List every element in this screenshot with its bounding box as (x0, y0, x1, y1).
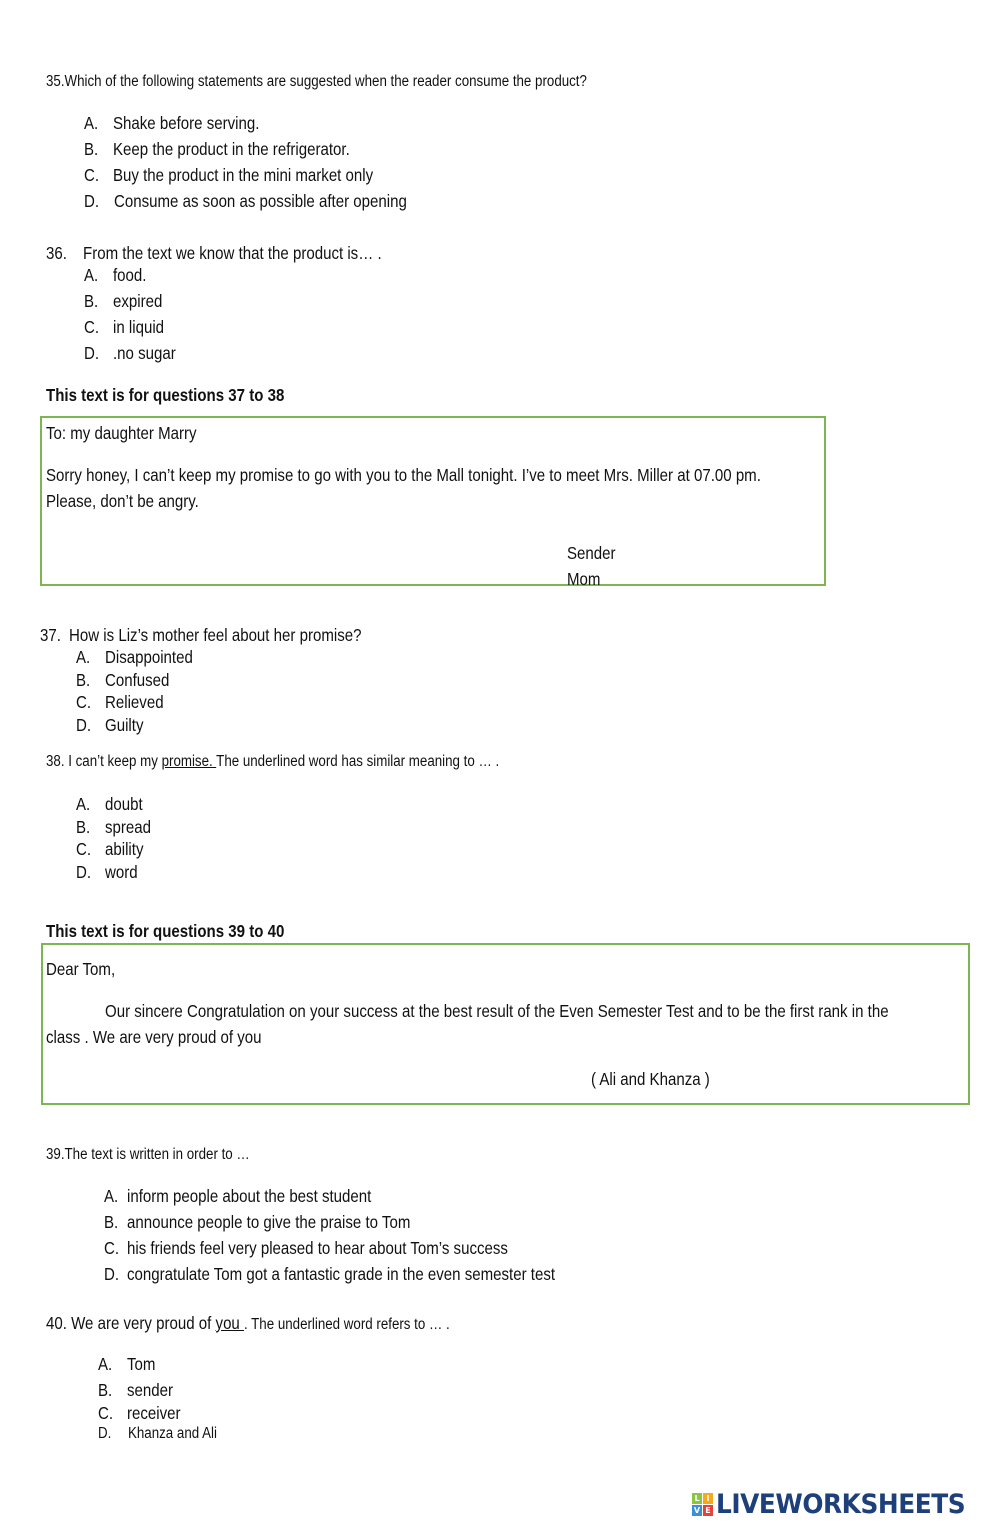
option-text: Confused (105, 670, 170, 690)
note-to: To: my daughter Marry (46, 423, 197, 443)
option-text: sender (127, 1380, 174, 1400)
option-text: Keep the product in the refrigerator. (113, 139, 350, 159)
option-letter: D. (104, 1264, 120, 1284)
option-text: receiver (127, 1403, 181, 1423)
option-text: doubt (105, 794, 143, 814)
card-signature: ( Ali and Khanza ) (591, 1069, 710, 1089)
option-letter: D. (84, 191, 100, 211)
option-letter: A. (98, 1354, 113, 1374)
question-40 (46, 1313, 450, 1335)
question-number: 37. (40, 625, 61, 645)
option-letter: B. (104, 1212, 119, 1232)
option-letter: C. (84, 165, 100, 185)
question-39: 39.The text is written in order to … (46, 1146, 250, 1163)
option-text: Guilty (105, 715, 144, 735)
option-text: Tom (127, 1354, 156, 1374)
option-text: .no sugar (113, 343, 176, 363)
option-text: Consume as soon as possible after opening (114, 191, 407, 211)
underlined-word: promise. (161, 753, 217, 770)
question-text: 40. We are very proud of (46, 1313, 216, 1333)
option-letter: B. (84, 291, 99, 311)
question-text: The underlined word has similar meaning to … . (216, 753, 500, 770)
option-letter: C. (76, 692, 92, 712)
option-letter: A. (84, 113, 99, 133)
option-text: announce people to give the praise to Tom (127, 1212, 411, 1232)
option-letter: C. (84, 317, 100, 337)
underlined-word: you (215, 1313, 244, 1333)
option-text: Buy the product in the mini market only (113, 165, 374, 185)
option-letter: A. (76, 794, 91, 814)
option-text: word (105, 862, 138, 882)
option-text: Shake before serving. (113, 113, 260, 133)
option-text: inform people about the best student (127, 1186, 372, 1206)
option-letter: A. (76, 647, 91, 667)
logo-tiles-icon (692, 1493, 713, 1516)
option-text: Disappointed (105, 647, 193, 667)
option-letter: A. (84, 265, 99, 285)
question-text: 38. I can’t keep my (46, 753, 162, 770)
option-text: Khanza and Ali (128, 1425, 217, 1442)
option-letter: B. (84, 139, 99, 159)
option-letter: C. (76, 839, 92, 859)
option-letter: D. (76, 715, 92, 735)
option-text: expired (113, 291, 163, 311)
section-heading: This text is for questions 39 to 40 (46, 921, 285, 941)
option-text: Relieved (105, 692, 164, 712)
note-body: Please, don’t be angry. (46, 491, 199, 511)
logo-text: LIVEWORKSHEETS (716, 1489, 966, 1520)
card-body: Our sincere Congratulation on your success at the best result of the Even Semester Test and to be the first rank in the (105, 1001, 889, 1021)
logo-tile: L (692, 1493, 702, 1504)
option-letter: C. (104, 1238, 120, 1258)
option-text: congratulate Tom got a fantastic grade in the even semester test (127, 1264, 556, 1284)
note-sender: Mom (567, 569, 601, 589)
option-letter: A. (104, 1186, 119, 1206)
option-letter: D. (76, 862, 92, 882)
liveworksheets-logo (692, 1489, 987, 1520)
option-letter: C. (98, 1403, 114, 1423)
question-38 (46, 752, 499, 772)
card-greeting: Dear Tom, (46, 959, 116, 979)
option-letter: D. (98, 1425, 112, 1442)
note-body: Sorry honey, I can’t keep my promise to go with you to the Mall tonight. I’ve to meet Mrs. Miller at 07.00 pm. (46, 465, 761, 485)
question-35: 35.Which of the following statements are suggested when the reader consume the product? (46, 73, 587, 90)
section-heading: This text is for questions 37 to 38 (46, 385, 285, 405)
option-text: food. (113, 265, 147, 285)
question-text: . The underlined word refers to … . (243, 1316, 450, 1333)
question-number: 36. (46, 243, 67, 263)
question-36: From the text we know that the product is… . (83, 243, 382, 263)
option-letter: B. (76, 817, 91, 837)
option-letter: D. (84, 343, 100, 363)
option-text: ability (105, 839, 144, 859)
option-text: spread (105, 817, 152, 837)
card-body: class . We are very proud of you (46, 1027, 262, 1047)
question-37: How is Liz’s mother feel about her promise? (69, 625, 362, 645)
logo-tile: I (703, 1493, 713, 1504)
option-letter: B. (76, 670, 91, 690)
option-text: in liquid (113, 317, 165, 337)
logo-tile: V (693, 1506, 701, 1515)
note-sender-label: Sender (567, 543, 616, 563)
option-text: his friends feel very pleased to hear about Tom’s success (127, 1238, 508, 1258)
logo-tile: E (703, 1505, 713, 1516)
text-box-card (41, 943, 970, 1105)
option-letter: B. (98, 1380, 113, 1400)
